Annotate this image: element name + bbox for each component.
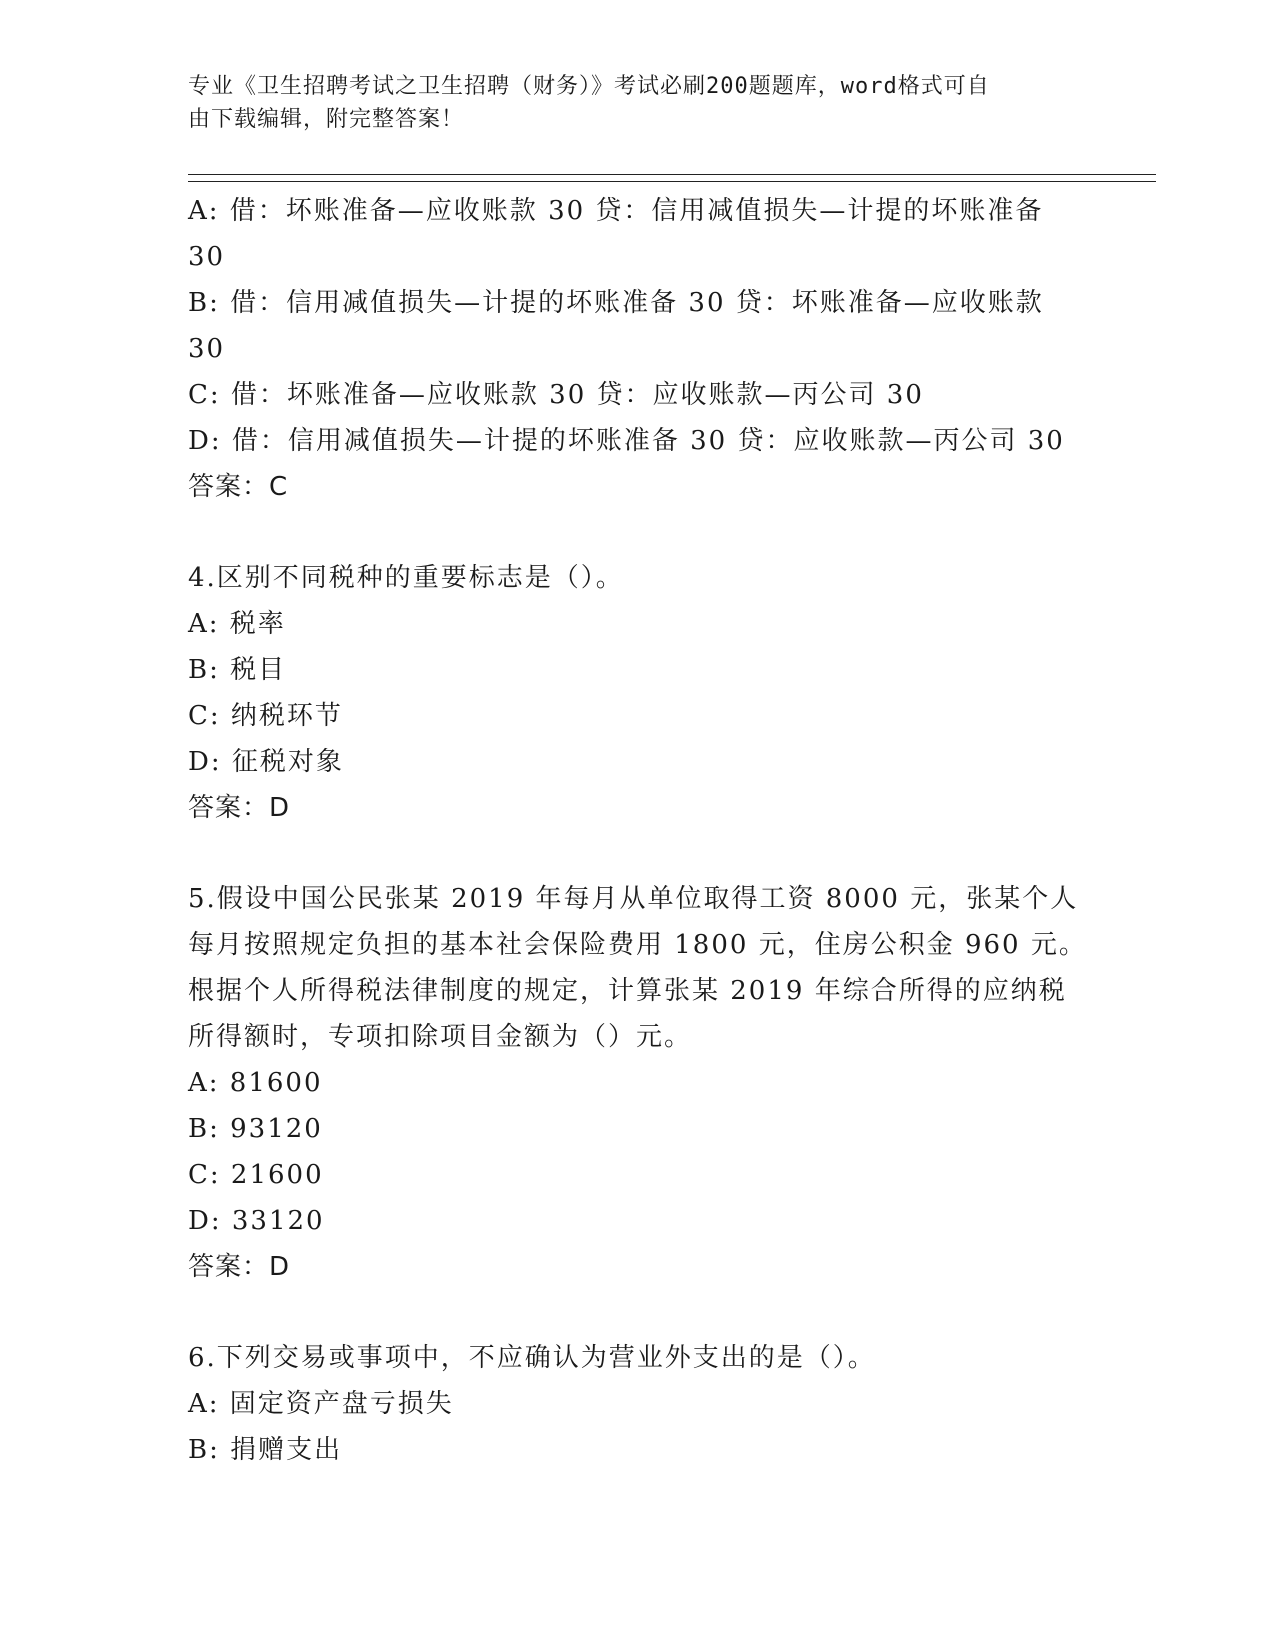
option-b-line-1: B: 借：信用减值损失—计提的坏账准备 30 贷：坏账准备—应收账款: [188, 288, 1044, 318]
header-divider-top: [188, 174, 1156, 175]
spacer: [188, 1290, 1088, 1335]
question-stem-line-2: 每月按照规定负担的基本社会保险费用 1800 元，住房公积金 960 元。: [188, 930, 1087, 960]
option-c: C: 21600: [188, 1160, 324, 1190]
spacer: [188, 831, 1088, 876]
question-6: [188, 1335, 1088, 1473]
option-a: A: 税率: [188, 609, 286, 639]
answer: 答案：C: [188, 472, 289, 502]
question-4: [188, 555, 1088, 831]
option-b: B: 93120: [188, 1114, 323, 1144]
question-5: [188, 876, 1088, 1290]
option-c: C: 借：坏账准备—应收账款 30 贷：应收账款—丙公司 30: [188, 380, 924, 410]
answer: 答案：D: [188, 793, 291, 823]
header-line-2: 由下载编辑，附完整答案！: [188, 107, 465, 132]
question-3: [188, 188, 1088, 510]
option-b-line-2: 30: [188, 334, 226, 364]
question-stem-line-1: 5.假设中国公民张某 2019 年每月从单位取得工资 8000 元，张某个人: [188, 884, 1079, 914]
option-a: A: 固定资产盘亏损失: [188, 1389, 454, 1419]
option-a: A: 81600: [188, 1068, 323, 1098]
spacer: [188, 510, 1088, 555]
option-a-line-2: 30: [188, 242, 226, 272]
option-d: D: 借：信用减值损失—计提的坏账准备 30 贷：应收账款—丙公司 30: [188, 426, 1065, 456]
question-stem: 4.区别不同税种的重要标志是（）。: [188, 563, 624, 593]
option-d: D: 33120: [188, 1206, 325, 1236]
option-d: D: 征税对象: [188, 747, 344, 777]
answer: 答案：D: [188, 1252, 291, 1282]
question-stem: 6.下列交易或事项中，不应确认为营业外支出的是（）。: [188, 1343, 876, 1373]
option-c: C: 纳税环节: [188, 701, 343, 731]
option-b: B: 捐赠支出: [188, 1435, 343, 1465]
question-stem-line-4: 所得额时，专项扣除项目金额为（）元。: [188, 1022, 693, 1052]
document-header: [188, 70, 1068, 136]
header-line-1: 专业《卫生招聘考试之卫生招聘（财务）》考试必刷200题题库，word格式可自: [188, 74, 990, 99]
question-content: [188, 188, 1088, 1473]
question-stem-line-3: 根据个人所得税法律制度的规定，计算张某 2019 年综合所得的应纳税: [188, 976, 1067, 1006]
option-a-line-1: A: 借：坏账准备—应收账款 30 贷：信用减值损失—计提的坏账准备: [188, 196, 1044, 226]
option-b: B: 税目: [188, 655, 287, 685]
header-divider-bottom: [188, 181, 1156, 182]
